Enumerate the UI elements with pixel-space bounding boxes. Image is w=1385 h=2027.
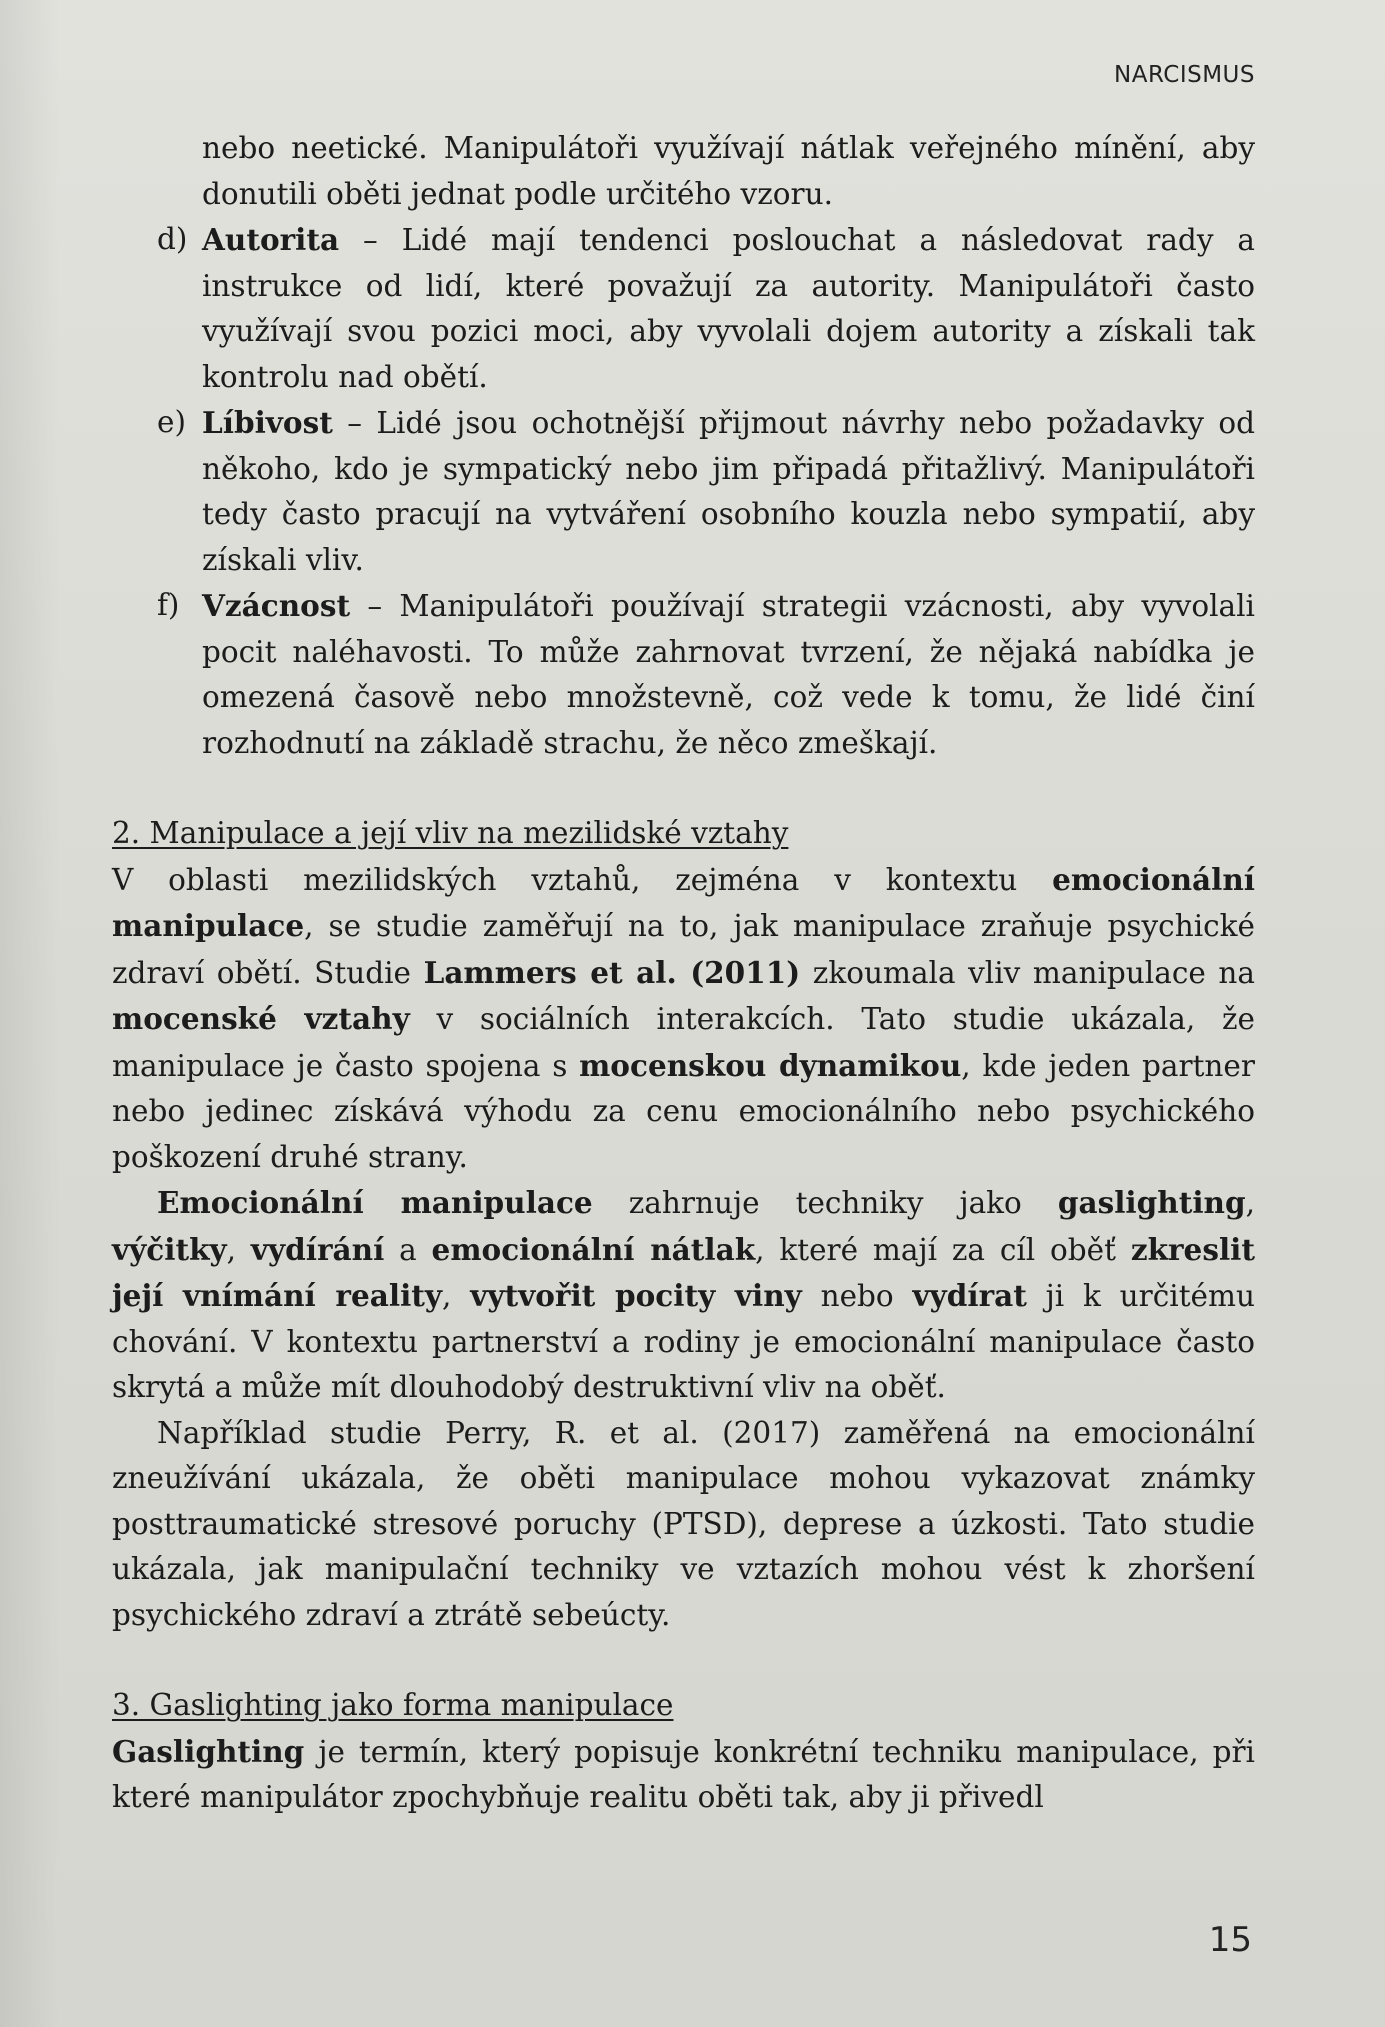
text-run: ji k určitému chování. V kontextu partnerství a rodiny je emocionální manipulace často skrytá a může mít dlouhodobý destruktivní vliv na oběť.	[112, 1279, 1255, 1404]
list-marker: e)	[157, 405, 186, 439]
bold-term: mocenskou dynamikou	[579, 1047, 962, 1083]
section-2-paragraph-2	[112, 1180, 1255, 1411]
section-2-paragraph-1	[112, 857, 1255, 1181]
list-item-f	[157, 583, 1255, 766]
text-run: je termín, který popisuje konkrétní techniku manipulace, při které manipulátor zpochybňuje realitu oběti tak, aby ji přivedl	[112, 1734, 1255, 1814]
bold-term: Lammers et al. (2011)	[423, 954, 801, 990]
text-run: , které mají za cíl oběť	[755, 1232, 1131, 1267]
list-marker: d)	[157, 222, 188, 256]
text-run: nebo	[801, 1279, 913, 1313]
running-head: NARCISMUS	[1114, 62, 1255, 88]
list-item-d	[157, 217, 1255, 400]
text-run: zahrnuje techniky jako	[592, 1186, 1058, 1220]
list-term: Vzácnost	[202, 588, 351, 623]
bold-term: zkreslit její vnímání reality	[112, 1231, 1255, 1313]
section-3-heading: 3. Gaslighting jako forma manipulace	[112, 1688, 674, 1722]
section-2-heading: 2. Manipulace a její vliv na mezilidské vztahy	[112, 816, 789, 850]
page-edge-shadow	[0, 0, 60, 2027]
body-text	[112, 126, 1255, 1821]
bold-term: výčitky	[112, 1231, 227, 1267]
list-item-c-continuation: nebo neetické. Manipulátoři využívají nátlak veřejného mínění, aby donutili oběti jednat podle určitého vzoru.	[202, 131, 1255, 211]
text-run: a	[384, 1232, 432, 1267]
list-marker: f)	[157, 588, 180, 622]
text-run: ,	[226, 1232, 251, 1267]
bold-term: emocionální manipulace	[112, 861, 1255, 943]
bold-term: vytvořit pocity viny	[470, 1278, 802, 1313]
list-term: Autorita	[202, 222, 340, 257]
bold-term: mocenské vztahy	[112, 1001, 410, 1036]
list-term: Líbivost	[202, 405, 333, 440]
list-item-e	[157, 400, 1255, 583]
section-3-paragraph-1	[112, 1729, 1255, 1821]
list-text: – Lidé jsou ochotnější přijmout návrhy nebo požadavky od někoho, kdo je sympatický nebo jim připadá přitažlivý. Manipulátoři tedy často pracují na vytváření osobního kouzla nebo sympatií, aby získali vliv.	[202, 406, 1255, 577]
page-number: 15	[1208, 1920, 1252, 1960]
text-run: ,	[442, 1279, 471, 1313]
bold-term: emocionální nátlak	[431, 1231, 756, 1267]
text-run: , se studie zaměřují na to, jak manipulace zraňuje psychické zdraví obětí. Studie	[112, 909, 1255, 990]
text-run: zkoumala vliv manipulace na	[800, 955, 1255, 990]
text-run: v sociálních interakcích. Tato studie ukázala, že manipulace je často spojena s	[112, 1002, 1255, 1083]
section-2-paragraph-3: Například studie Perry, R. et al. (2017) zaměřená na emocionální zneužívání ukázala, že oběti manipulace mohou vykazovat známky posttraumatické stresové poruchy (PTSD), deprese a úzkosti. Tato studie ukázala, jak manipulační techniky ve vztazích mohou vést k zhoršení psychického zdraví a ztrátě sebeúcty.	[112, 1415, 1255, 1632]
text-run: ,	[1245, 1186, 1255, 1220]
bold-term: vydírat	[912, 1278, 1027, 1313]
text-run: V oblasti mezilidských vztahů, zejména v kontextu	[112, 862, 1053, 897]
bold-term: gaslighting	[1057, 1185, 1246, 1220]
list-text: – Manipulátoři používají strategii vzácnosti, aby vyvolali pocit naléhavosti. To může zahrnovat tvrzení, že nějaká nabídka je omezená časově nebo množstevně, což vede k tomu, že lidé činí rozhodnutí na základě strachu, že něco zmeškají.	[202, 589, 1255, 760]
bold-term: Emocionální manipulace	[157, 1185, 593, 1220]
list-text: – Lidé mají tendenci poslouchat a následovat rady a instrukce od lidí, které považují za autority. Manipulátoři často využívají svou pozici moci, aby vyvolali dojem autority a získali tak kontrolu nad obětí.	[202, 223, 1255, 394]
bold-term: vydírání	[250, 1231, 385, 1267]
text-run: , kde jeden partner nebo jedinec získává výhodu za cenu emocionálního nebo psychického poškození druhé strany.	[112, 1048, 1255, 1174]
bold-term: Gaslighting	[112, 1733, 305, 1769]
